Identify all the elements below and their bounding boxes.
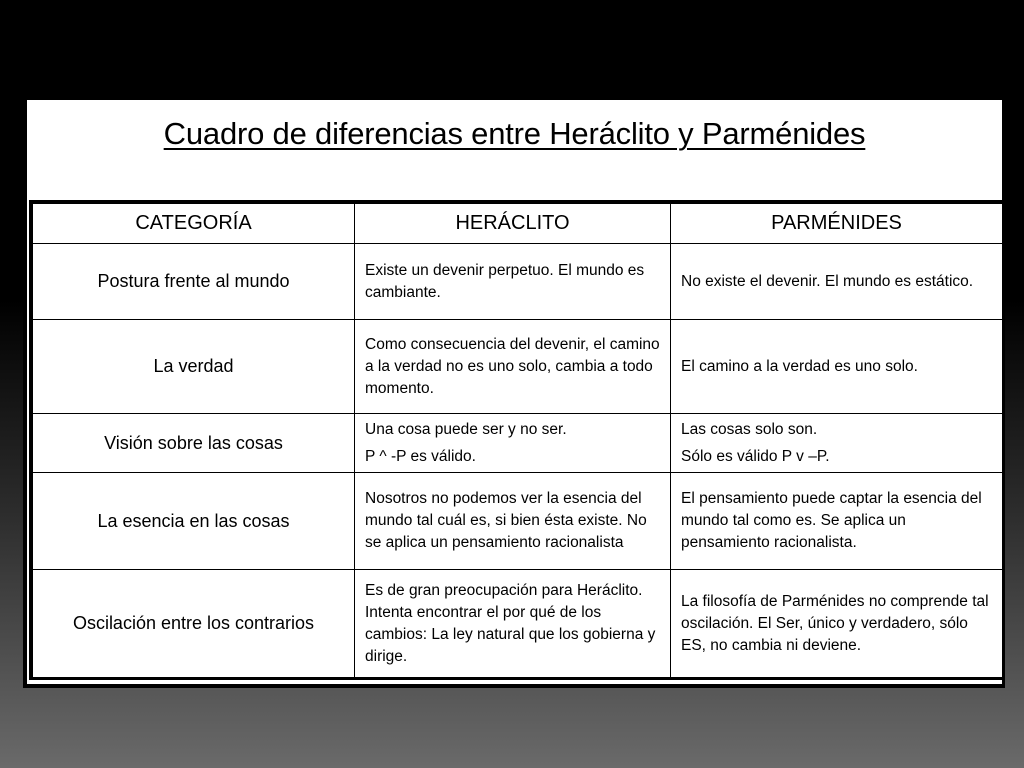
cell-text: P ^ -P es válido. xyxy=(365,447,476,465)
heraclito-cell xyxy=(355,570,671,678)
header-categoria: CATEGORÍA xyxy=(33,204,355,244)
cell-text: Como consecuencia del devenir, el camino a la verdad no es uno solo, cambia a todo momento. xyxy=(365,335,660,397)
heraclito-cell xyxy=(355,473,671,570)
category-cell: La esencia en las cosas xyxy=(33,473,355,570)
heraclito-cell xyxy=(355,320,671,414)
cell-text: Las cosas solo son. xyxy=(681,420,818,438)
parmenides-cell xyxy=(671,570,1003,678)
category-cell: Visión sobre las cosas xyxy=(33,414,355,473)
parmenides-cell xyxy=(671,473,1003,570)
cell-text: Es de gran preocupación para Heráclito. Intenta encontrar el por qué de los cambios: La ley natural que los gobierna y dirige. xyxy=(365,581,656,665)
cell-text: Una cosa puede ser y no ser. xyxy=(365,420,567,438)
cell-text: Nosotros no podemos ver la esencia del mundo tal cuál es, si bien ésta existe. No se aplica un pensamiento racionalista xyxy=(365,490,647,551)
cell-text: No existe el devenir. El mundo es estático. xyxy=(681,272,974,290)
category-cell: Postura frente al mundo xyxy=(33,244,355,320)
table-row xyxy=(33,244,1003,320)
cell-text: La filosofía de Parménides no comprende tal oscilación. El Ser, único y verdadero, sólo ES, no cambia ni deviene. xyxy=(681,592,989,654)
cell-text: Existe un devenir perpetuo. El mundo es cambiante. xyxy=(365,261,645,301)
table-row xyxy=(33,473,1003,570)
slide-title: Cuadro de diferencias entre Heráclito y Parménides xyxy=(163,116,866,151)
parmenides-cell xyxy=(671,320,1003,414)
table-row xyxy=(33,570,1003,678)
heraclito-cell xyxy=(355,414,671,473)
table-header-row xyxy=(33,204,1003,244)
slide xyxy=(23,100,1005,688)
comparison-table xyxy=(32,203,1003,678)
cell-text: El camino a la verdad es uno solo. xyxy=(681,357,918,375)
table-row xyxy=(33,414,1003,473)
parmenides-cell xyxy=(671,414,1003,473)
header-parmenides: PARMÉNIDES xyxy=(671,204,1003,244)
parmenides-cell xyxy=(671,244,1003,320)
header-heraclito: HERÁCLITO xyxy=(355,204,671,244)
category-cell: Oscilación entre los contrarios xyxy=(33,570,355,678)
category-cell: La verdad xyxy=(33,320,355,414)
cell-text: El pensamiento puede captar la esencia del mundo tal como es. Se aplica un pensamiento racionalista. xyxy=(681,490,982,551)
heraclito-cell xyxy=(355,244,671,320)
cell-text: Sólo es válido P v –P. xyxy=(681,447,830,465)
table-row xyxy=(33,320,1003,414)
comparison-table-frame xyxy=(29,200,1005,680)
